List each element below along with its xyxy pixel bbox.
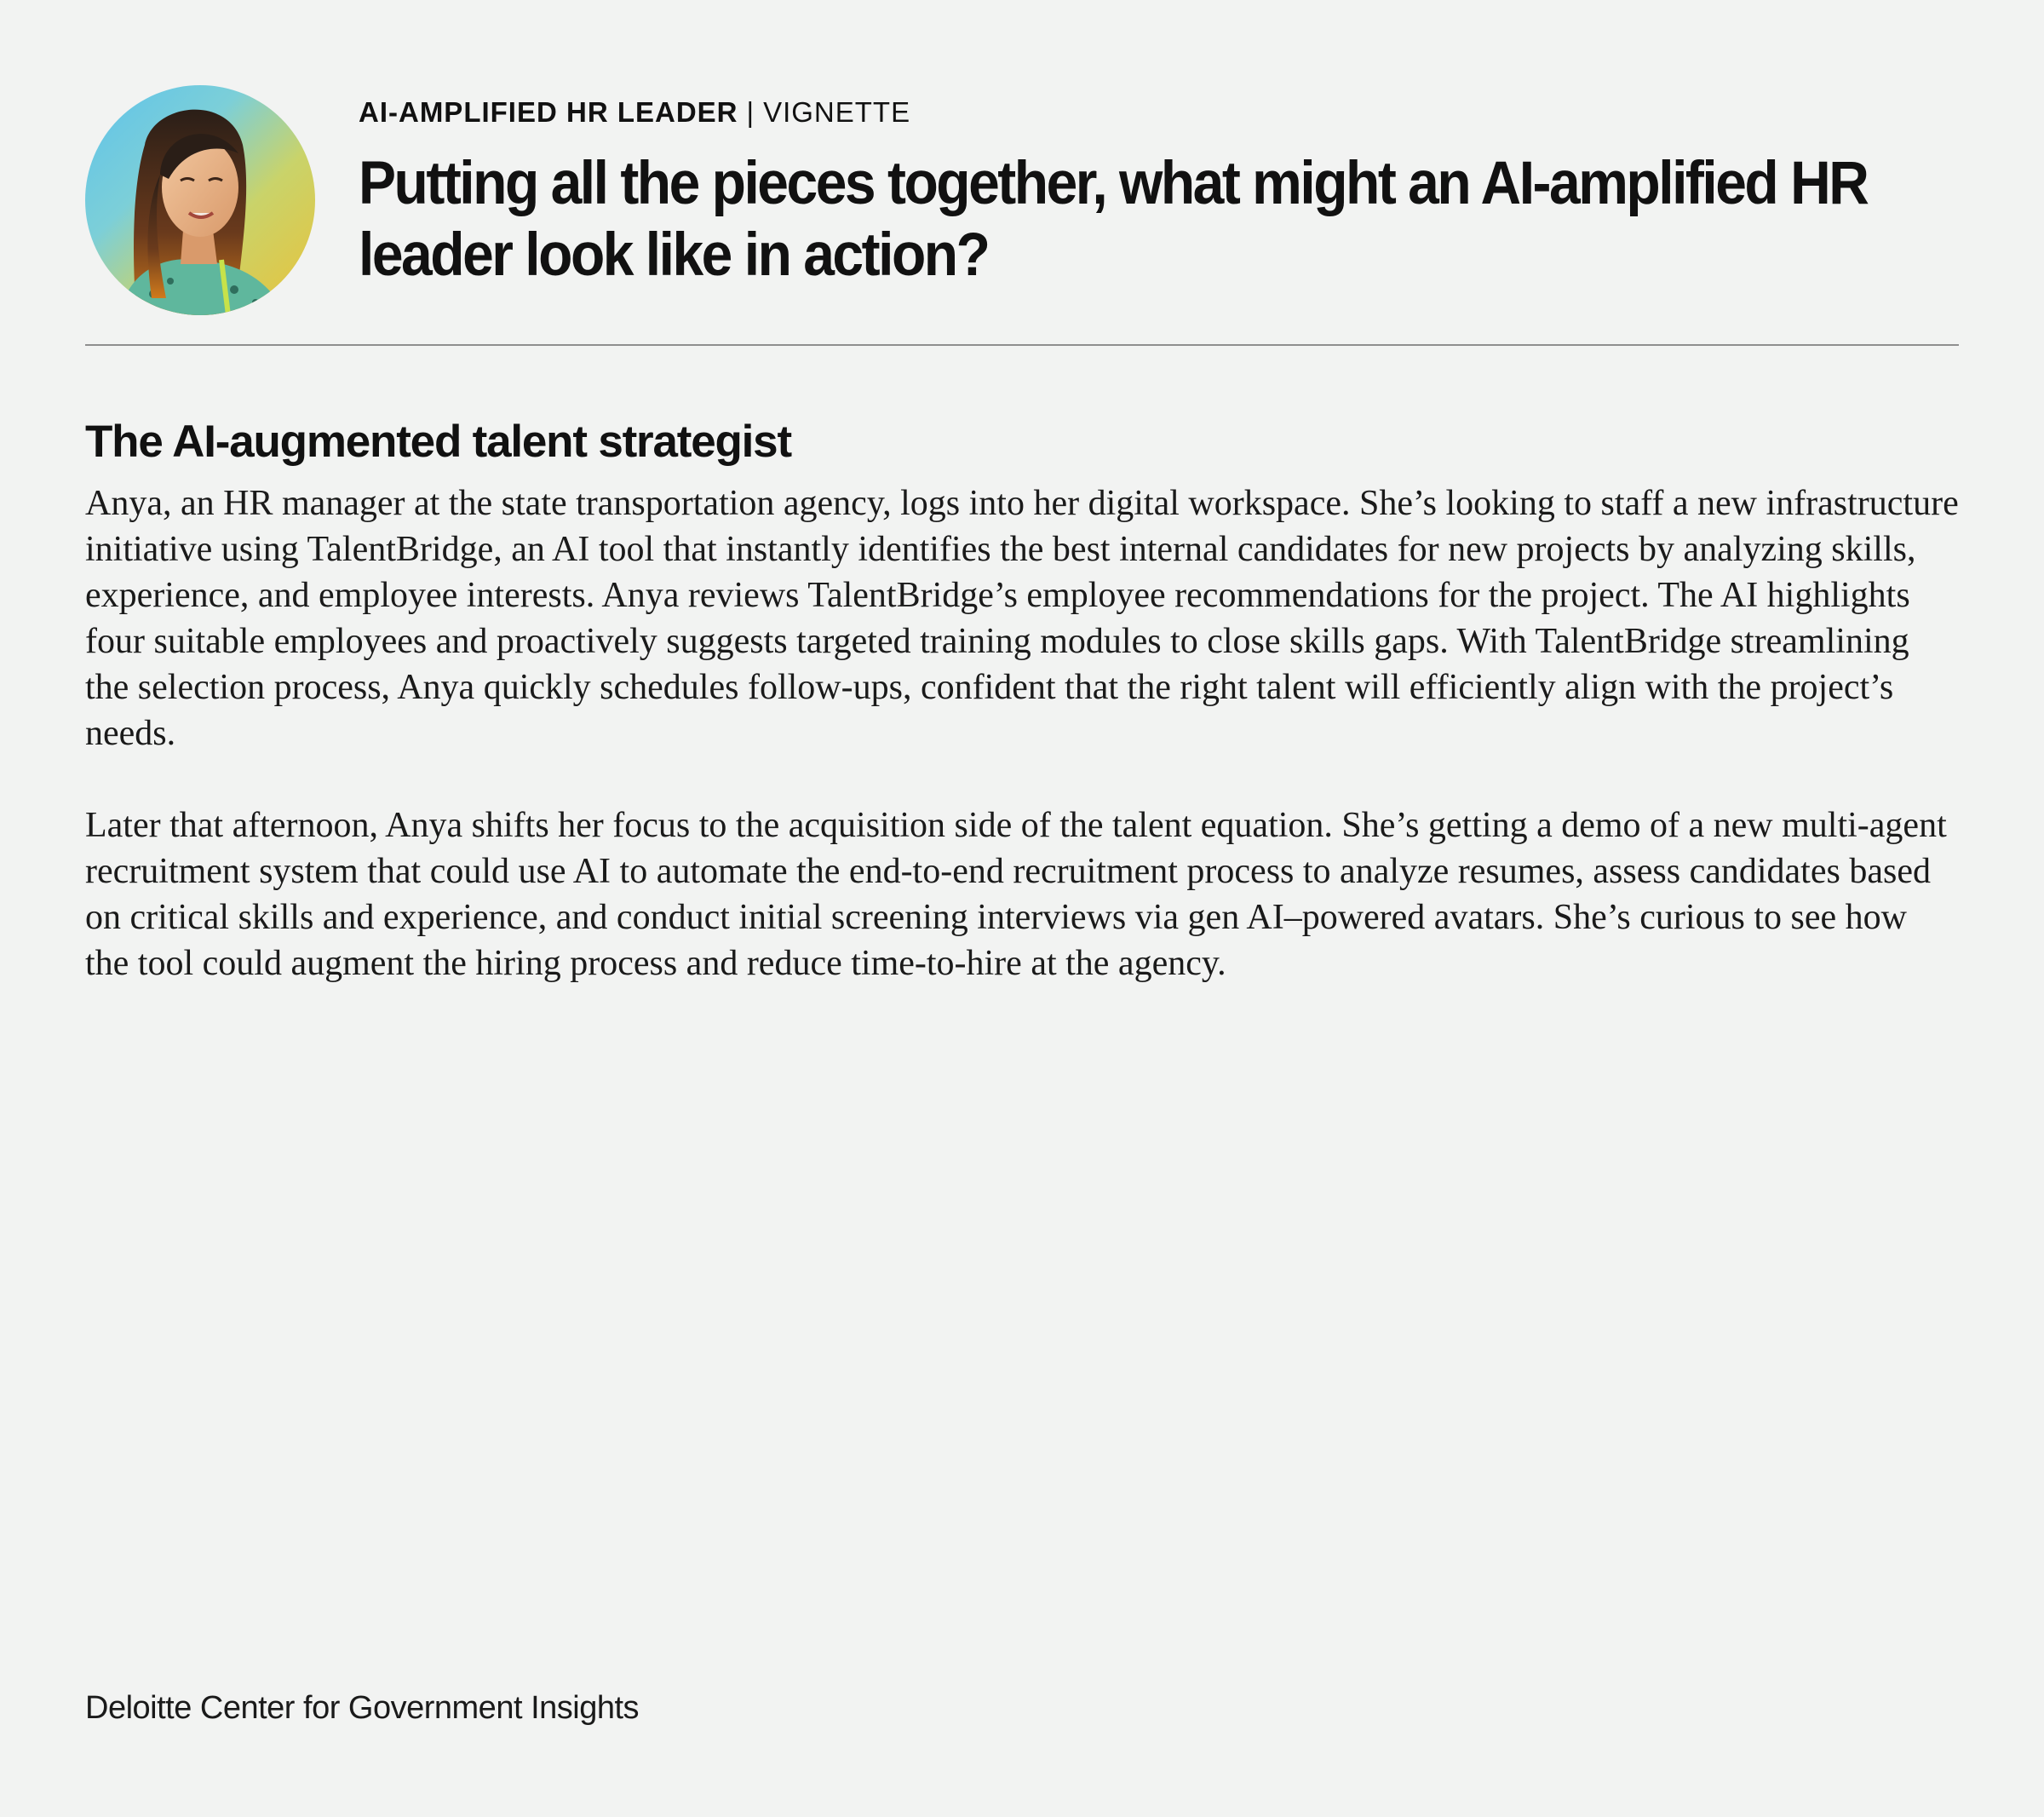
page-title: Putting all the pieces together, what might an AI-amplified HR leader look like in action? [359,148,1868,289]
divider [85,344,1959,346]
paragraph-2: Later that afternoon, Anya shifts her focus to the acquisition side of the talent equation. She’s getting a demo of a new multi-agent recruitment system that could use AI to automate the end-to-end recruitment process to analyze resumes, assess candidates based on critical skills and experience, and conduct initial screening interviews via gen AI–powered avatars. She’s curious to see how the tool could augment the hiring process and reduce time-to-hire at the agency. [85,806,1947,983]
vignette-section [85,414,1959,986]
kicker-primary: AI-AMPLIFIED HR LEADER [359,96,738,128]
section-title: The AI-augmented talent strategist [85,417,791,467]
kicker-secondary: VIGNETTE [763,96,911,128]
avatar [85,85,315,315]
kicker-separator: | [746,96,755,128]
person-portrait-icon [85,85,315,315]
header [359,94,1960,289]
paragraph-1: Anya, an HR manager at the state transportation agency, logs into her digital workspace. She’s looking to staff a new infrastructure initiative using TalentBridge, an AI tool that instantly identifies the best internal candidates for new projects by analyzing skills, experience, and employee interests. Anya reviews TalentBridge’s employee recommendations for the project. The AI highlights four suitable employees and proactively suggests targeted training modules to close skills gaps. With TalentBridge streamlining the selection process, Anya quickly schedules follow-ups, confident that the right talent will efficiently align with the project’s needs. [85,484,1959,753]
source-footer: Deloitte Center for Government Insights [85,1690,640,1726]
kicker [359,94,1960,131]
